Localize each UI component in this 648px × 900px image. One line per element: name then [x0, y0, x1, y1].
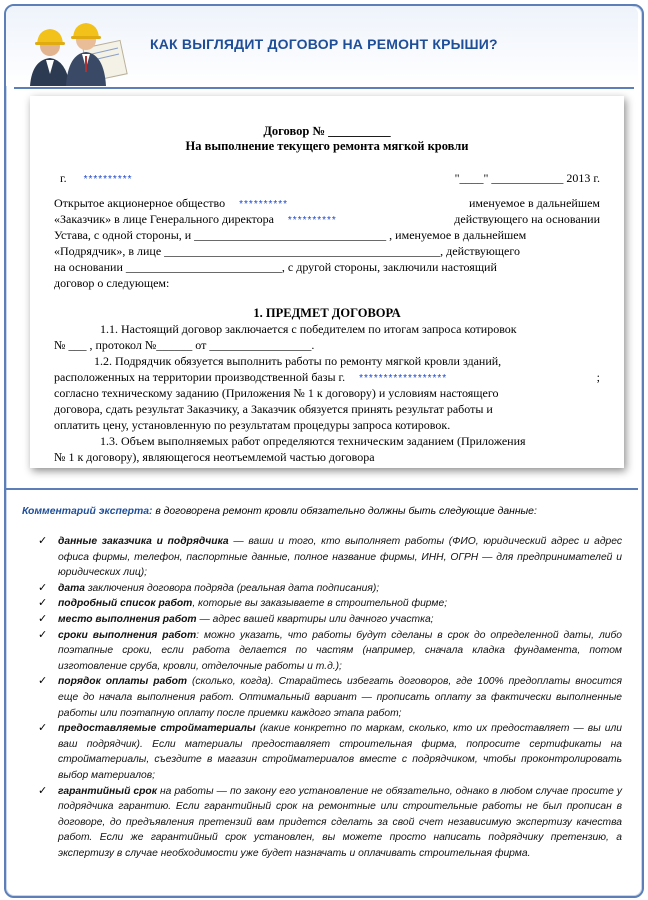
- page-title: КАК ВЫГЛЯДИТ ДОГОВОР НА РЕМОНТ КРЫШИ?: [150, 36, 498, 52]
- document-line-text: Устава, с одной стороны, и ________________________________ , именуемое в дальнейшем: [54, 228, 527, 242]
- requirement-term: место выполнения работ: [58, 613, 197, 625]
- requirement-term: подробный список работ: [58, 598, 193, 610]
- requirement-item: [38, 784, 622, 862]
- checkmark-icon: ✓: [38, 722, 48, 735]
- checkmark-icon: ✓: [38, 628, 48, 641]
- document-line-text: договор о следующем:: [54, 276, 170, 290]
- document-line-text: Открытое акционерное общество: [54, 196, 226, 210]
- expert-comment: [22, 506, 622, 517]
- requirement-item: [38, 596, 622, 612]
- requirement-item: [38, 581, 622, 597]
- header-divider: [14, 87, 634, 89]
- document-line-text: согласно техническому заданию (Приложения № 1 к договору) и условиям настоящего: [54, 386, 499, 400]
- city-prefix: г.: [60, 171, 67, 185]
- checkmark-icon: ✓: [38, 612, 48, 625]
- document-line-text: оплатить цену, установленную по результатам процедуры запроса котировок.: [54, 418, 451, 432]
- document-line-text: № 1 к договору), являющегося неотъемлемой частью договора: [54, 450, 375, 464]
- requirement-item: [38, 612, 622, 628]
- document-line: [54, 260, 600, 275]
- requirement-item: [38, 721, 622, 783]
- document-line: [54, 322, 624, 337]
- requirement-item: [38, 674, 622, 721]
- checkmark-icon: ✓: [38, 675, 48, 688]
- document-line: [54, 418, 600, 433]
- workers-illustration: [20, 14, 130, 86]
- redacted-value: **********: [287, 215, 337, 226]
- document-line-text: 1.1. Настоящий договор заключается с победителем по итогам запроса котировок: [100, 322, 517, 336]
- contract-number-title: Договор № __________: [263, 124, 391, 138]
- document-line: [54, 450, 600, 465]
- section-divider: [6, 488, 638, 490]
- document-line-text: 1.2. Подрядчик обязуется выполнить работы по ремонту мягкой кровли зданий,: [94, 354, 502, 368]
- contract-date: "____" ____________ 2013 г.: [454, 171, 600, 185]
- document-line-tail: ;: [596, 370, 600, 384]
- document-line: [54, 244, 600, 259]
- requirement-item: [38, 628, 622, 675]
- requirement-term: порядок оплаты работ: [58, 676, 188, 688]
- document-line-text: «Заказчик» в лице Генерального директора: [54, 212, 274, 226]
- requirement-description: , которые вы заказываете в строительной фирме;: [192, 598, 448, 610]
- requirements-list: [38, 534, 622, 861]
- document-line-text: 1.3. Объем выполняемых работ определяются техническим заданием (Приложения: [100, 434, 526, 448]
- checkmark-icon: ✓: [38, 597, 48, 610]
- city-date-line: [54, 171, 600, 187]
- document-line-text: договора, сдать результат Заказчику, а Заказчик обязуется принять результат работы и: [54, 402, 493, 416]
- document-line-text: расположенных на территории производственной базы г.: [54, 370, 346, 384]
- contract-document-image: [30, 96, 624, 468]
- document-line: [54, 370, 600, 386]
- requirement-description: заключения договора подряда (реальная дата подписания);: [84, 582, 380, 594]
- document-line-tail: действующего на основании: [454, 212, 600, 226]
- city-redacted: **********: [83, 174, 133, 185]
- document-line-text: «Подрядчик», в лице ______________________________________________, действующего: [54, 244, 520, 258]
- contract-subject-title: На выполнение текущего ремонта мягкой кровли: [185, 139, 469, 153]
- requirement-description: : можно указать, что работы будут сделаны в срок до определенной даты, либо поэтапные сроки, если работа делается по частям (например, сначала кладка фундамента, потом изготовление сруба, кровли, отделочные работы и т.д.);: [58, 629, 622, 672]
- requirement-description: на работы — по закону его установление не обязательно, однако в любом случае просите у подрядчика гарантию. Если гарантийный срок на ремонтные или строительные работы не был прописан в договоре, до предъявления претензий вам придется сделать за свой счет независимую экспертизу качества работ. Если же гарантийный срок установлен, вы можете просто написать подрядчику претензию, а экспертизу в случае необходимости уже будет назначать и оплачивать строительная фирма.: [58, 785, 623, 859]
- document-line: [54, 212, 600, 228]
- checkmark-icon: ✓: [38, 784, 48, 797]
- document-line: [54, 386, 600, 401]
- requirement-description: — адрес вашей квартиры или дачного участка;: [196, 613, 434, 625]
- document-line: [54, 276, 600, 291]
- document-line: [54, 402, 600, 417]
- requirement-term: гарантийный срок: [58, 785, 157, 797]
- requirement-description: (сколько, когда). Старайтесь избегать договоров, где 100% предоплаты вносится еще до начала выполнения работ. Оптимальный вариант — прописать оплату за фактически выполненные работы или поэтапную оплату после приемки каждого этапа работ;: [58, 676, 622, 719]
- redacted-value: **********: [239, 199, 289, 210]
- document-line: [54, 354, 624, 369]
- document-line: [54, 228, 600, 243]
- checkmark-icon: ✓: [38, 581, 48, 594]
- section-title: 1. ПРЕДМЕТ ДОГОВОРА: [253, 306, 401, 320]
- document-line: [54, 434, 624, 449]
- requirement-description: — ваши и того, кто выполняет работы (ФИО, юридический адрес и адрес офиса фирмы, телефон, паспортные данные, полное название фирмы, ИНН, ОГРН — для предпринимателей и юридических лиц);: [58, 536, 623, 579]
- document-line: [54, 338, 600, 353]
- requirement-description: (какие конкретно по маркам, сколько, кто их предоставляет — вы или ваш подрядчик). Если материалы предоставляет строительная фирма, попросите сертификаты на стройматериалы, съездите в магазин стройматериалов вместе с подрядчиком, чтобы проконтролировать выбор материалов;: [58, 723, 622, 781]
- checkmark-icon: ✓: [38, 535, 48, 547]
- requirement-item: [38, 534, 622, 581]
- document-line: [54, 196, 600, 212]
- requirement-term: данные заказчика и подрядчика: [58, 536, 229, 547]
- document-line-text: № ___ , протокол №______ от _________________.: [54, 338, 315, 352]
- expert-comment-head: Комментарий эксперта:: [22, 506, 153, 517]
- document-line-tail: именуемое в дальнейшем: [469, 196, 600, 210]
- requirement-term: предоставляемые стройматериалы: [58, 723, 256, 735]
- requirement-term: сроки выполнения работ: [58, 629, 197, 641]
- expert-comment-text: в договорена ремонт кровли обязательно должны быть следующие данные:: [155, 506, 537, 517]
- document-line-text: на основании __________________________, с другой стороны, заключили настоящий: [54, 260, 497, 274]
- redacted-value: ******************: [359, 373, 448, 384]
- requirement-term: дата: [58, 582, 85, 594]
